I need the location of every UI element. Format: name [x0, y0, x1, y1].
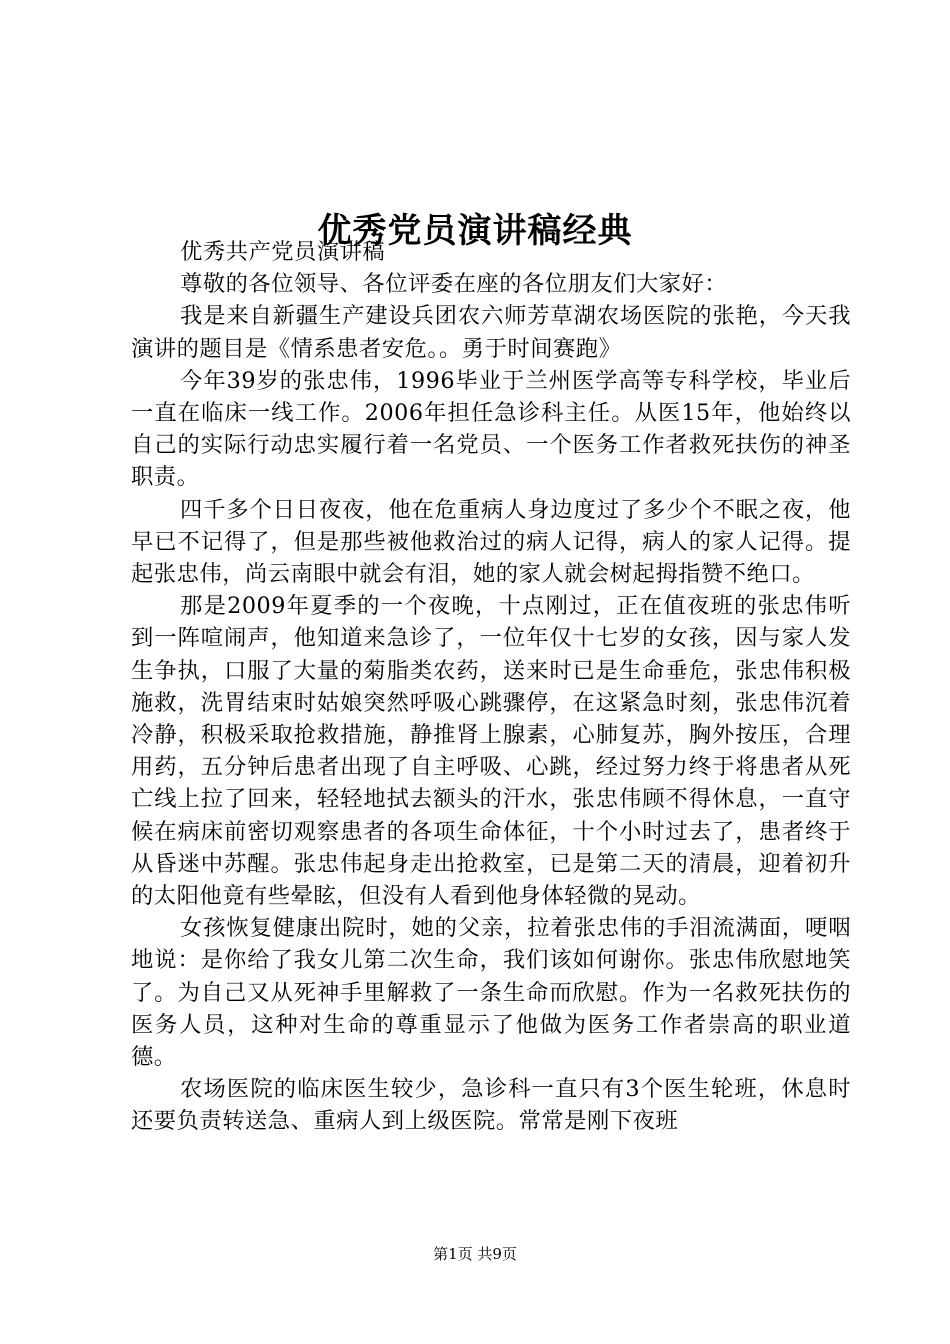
paragraph: 四千多个日日夜夜，他在危重病人身边度过了多少个不眠之夜，他早已不记得了，但是那些被他救治过的病人记得，病人的家人记得。提起张忠伟，尚云南眼中就会有泪，她的家人就会树起拇指赞不绝口。	[131, 496, 851, 588]
paragraph: 尊敬的各位领导、各位评委在座的各位朋友们大家好：	[180, 271, 728, 298]
paragraph: 今年39岁的张忠伟，1996毕业于兰州医学高等专科学校，毕业后一直在临床一线工作。2006年担任急诊科主任。从医15年，他始终以自己的实际行动忠实履行着一名党员、一个医务工作者救死扶伤的神圣职责。	[131, 367, 851, 491]
page-number-footer: 第1页 共9页	[433, 1245, 517, 1263]
paragraph: 优秀共产党员演讲稿	[180, 239, 386, 265]
paragraph: 农场医院的临床医生较少，急诊科一直只有3个医生轮班，休息时还要负责转送急、重病人到上级医院。常常是刚下夜班	[131, 1076, 851, 1135]
paragraph: 我是来自新疆生产建设兵团农六师芳草湖农场医院的张艳，今天我演讲的题目是《情系患者安危。。勇于时间赛跑》	[131, 303, 851, 362]
document-title: 优秀党员演讲稿经典	[317, 210, 633, 251]
paragraph: 那是2009年夏季的一个夜晚，十点刚过，正在值夜班的张忠伟听到一阵喧闹声，他知道来急诊了，一位年仅十七岁的女孩，因与家人发生争执，口服了大量的菊脂类农药，送来时已是生命垂危，张忠伟积极施救，洗胃结束时姑娘突然呼吸心跳骤停，在这紧急时刻，张忠伟沉着冷静，积极采取抢救措施，静推肾上腺素，心肺复苏，胸外按压，合理用药，五分钟后患者出现了自主呼吸、心跳，经过努力终于将患者从死亡线上拉了回来，轻轻地拭去额头的汗水，张忠伟顾不得休息，一直守候在病床前密切观察患者的各项生命体征，十个小时过去了，患者终于从昏迷中苏醒。张忠伟起身走出抢救室，已是第二天的清晨，迎着初升的太阳他竟有些晕眩，但没有人看到他身体轻微的晃动。	[131, 593, 851, 910]
paragraph: 女孩恢复健康出院时，她的父亲，拉着张忠伟的手泪流满面，哽咽地说：是你给了我女儿第二次生命，我们该如何谢你。张忠伟欣慰地笑了。为自己又从死神手里解救了一条生命而欣慰。作为一名救死扶伤的医务人员，这种对生命的尊重显示了他做为医务工作者崇高的职业道德。	[131, 915, 851, 1071]
document-body	[131, 236, 851, 1138]
